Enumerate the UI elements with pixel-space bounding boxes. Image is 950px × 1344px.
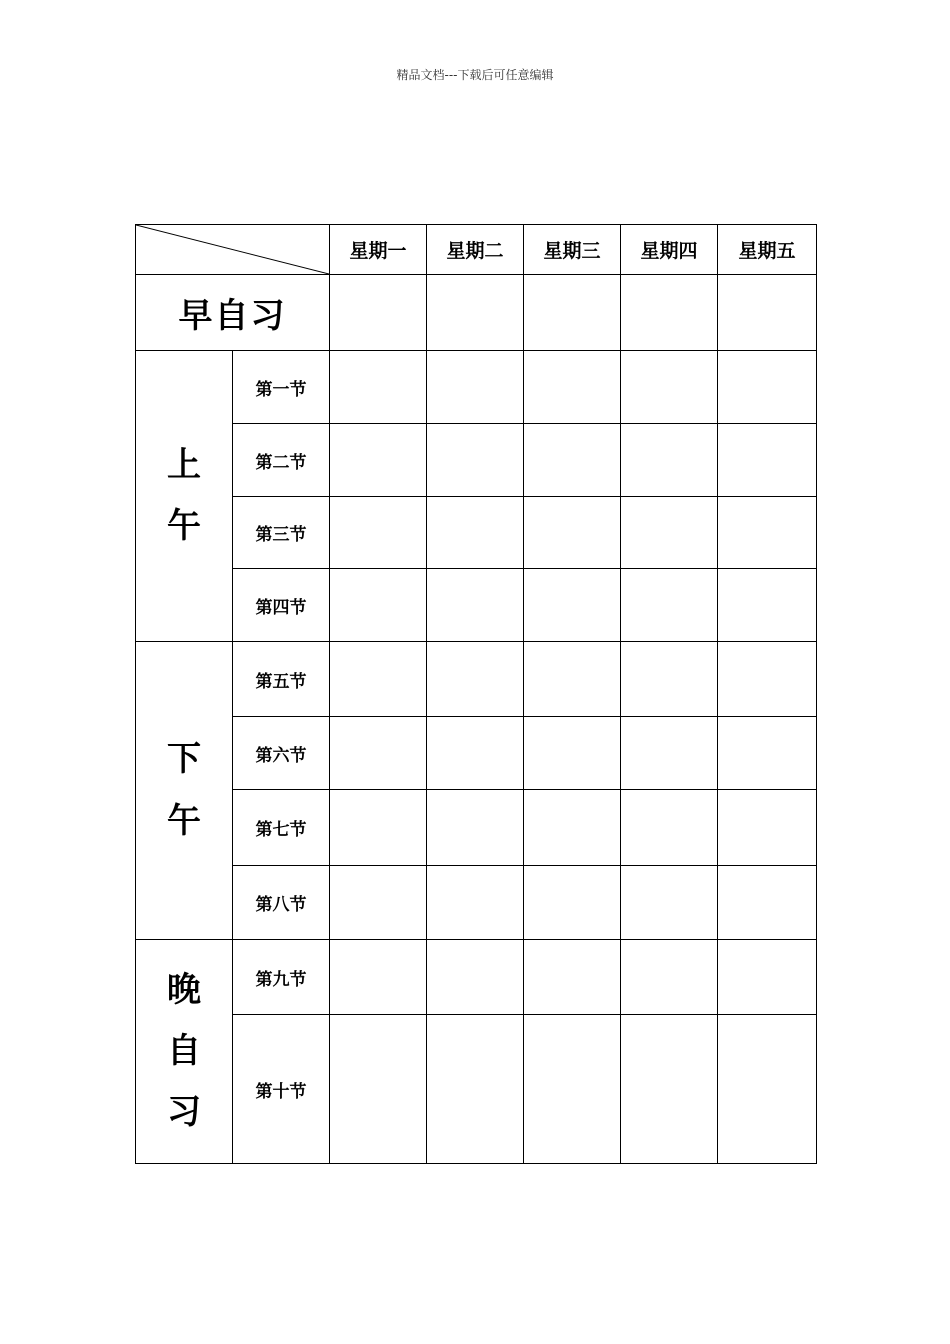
schedule-cell[interactable] (621, 497, 718, 569)
schedule-cell[interactable] (524, 569, 621, 642)
period-row (136, 497, 817, 569)
schedule-cell[interactable] (524, 940, 621, 1015)
section-char: 自 (167, 1030, 201, 1071)
period-label: 第十节 (233, 1015, 330, 1164)
period-row (136, 866, 817, 940)
schedule-cell[interactable] (524, 642, 621, 717)
period-label: 第四节 (233, 569, 330, 642)
day-header-tue: 星期二 (427, 225, 524, 275)
period-label: 第二节 (233, 424, 330, 497)
day-header-mon: 星期一 (330, 225, 427, 275)
schedule-cell[interactable] (427, 1015, 524, 1164)
schedule-cell[interactable] (330, 790, 427, 866)
schedule-cell[interactable] (330, 497, 427, 569)
period-label: 第七节 (233, 790, 330, 866)
section-label-morning (136, 351, 233, 642)
schedule-cell[interactable] (621, 424, 718, 497)
schedule-cell[interactable] (621, 790, 718, 866)
schedule-cell[interactable] (524, 717, 621, 790)
schedule-cell[interactable] (330, 866, 427, 940)
schedule-cell[interactable] (718, 717, 817, 790)
schedule-cell[interactable] (718, 275, 817, 351)
schedule-cell[interactable] (718, 424, 817, 497)
morning-self-study-row (136, 275, 817, 351)
schedule-cell[interactable] (427, 866, 524, 940)
period-row (136, 351, 817, 424)
period-label: 第五节 (233, 642, 330, 717)
period-label: 第一节 (233, 351, 330, 424)
schedule-cell[interactable] (427, 351, 524, 424)
period-row (136, 642, 817, 717)
schedule-cell[interactable] (524, 275, 621, 351)
schedule-cell[interactable] (621, 642, 718, 717)
period-row (136, 424, 817, 497)
schedule-cell[interactable] (718, 790, 817, 866)
schedule-cell[interactable] (427, 940, 524, 1015)
schedule-cell[interactable] (621, 717, 718, 790)
schedule-cell[interactable] (330, 569, 427, 642)
schedule-cell[interactable] (718, 642, 817, 717)
schedule-cell[interactable] (621, 1015, 718, 1164)
schedule-cell[interactable] (524, 866, 621, 940)
schedule-cell[interactable] (524, 351, 621, 424)
period-label: 第六节 (233, 717, 330, 790)
schedule-cell[interactable] (621, 569, 718, 642)
schedule-cell[interactable] (427, 497, 524, 569)
morning-self-study-label: 早自习 (136, 275, 330, 351)
day-header-wed: 星期三 (524, 225, 621, 275)
page-header: 精品文档---下载后可任意编辑 (396, 68, 554, 82)
period-row (136, 1015, 817, 1164)
period-row (136, 569, 817, 642)
schedule-cell[interactable] (718, 940, 817, 1015)
schedule-cell[interactable] (718, 351, 817, 424)
schedule-cell[interactable] (427, 424, 524, 497)
schedule-cell[interactable] (718, 569, 817, 642)
schedule-cell[interactable] (330, 1015, 427, 1164)
section-char: 习 (167, 1092, 201, 1133)
section-char: 上 (167, 444, 201, 485)
section-label-evening (136, 940, 233, 1164)
diagonal-line (136, 225, 329, 274)
class-schedule-table (135, 224, 817, 1164)
period-label: 第三节 (233, 497, 330, 569)
schedule-cell[interactable] (330, 642, 427, 717)
schedule-cell[interactable] (427, 569, 524, 642)
header-row (136, 225, 817, 275)
schedule-cell[interactable] (330, 275, 427, 351)
schedule-cell[interactable] (718, 1015, 817, 1164)
schedule-cell[interactable] (330, 424, 427, 497)
schedule-cell[interactable] (621, 866, 718, 940)
schedule-cell[interactable] (427, 275, 524, 351)
schedule-cell[interactable] (427, 790, 524, 866)
schedule-cell[interactable] (330, 717, 427, 790)
schedule-cell[interactable] (524, 1015, 621, 1164)
schedule-cell[interactable] (718, 866, 817, 940)
schedule-cell[interactable] (330, 940, 427, 1015)
schedule-cell[interactable] (621, 275, 718, 351)
schedule-cell[interactable] (330, 351, 427, 424)
schedule-cell[interactable] (427, 642, 524, 717)
day-header-fri: 星期五 (718, 225, 817, 275)
schedule-cell[interactable] (427, 717, 524, 790)
schedule-cell[interactable] (621, 940, 718, 1015)
period-label: 第九节 (233, 940, 330, 1015)
section-char: 晚 (167, 969, 201, 1010)
schedule-cell[interactable] (524, 790, 621, 866)
schedule-cell[interactable] (718, 497, 817, 569)
period-row (136, 940, 817, 1015)
schedule-cell[interactable] (524, 497, 621, 569)
section-label-afternoon (136, 642, 233, 940)
section-char: 午 (167, 506, 201, 546)
period-row (136, 790, 817, 866)
section-char: 午 (167, 800, 201, 841)
period-row (136, 717, 817, 790)
section-char: 下 (167, 739, 201, 780)
day-header-thu: 星期四 (621, 225, 718, 275)
corner-diagonal-cell (136, 225, 330, 275)
schedule-cell[interactable] (524, 424, 621, 497)
schedule-cell[interactable] (621, 351, 718, 424)
period-label: 第八节 (233, 866, 330, 940)
